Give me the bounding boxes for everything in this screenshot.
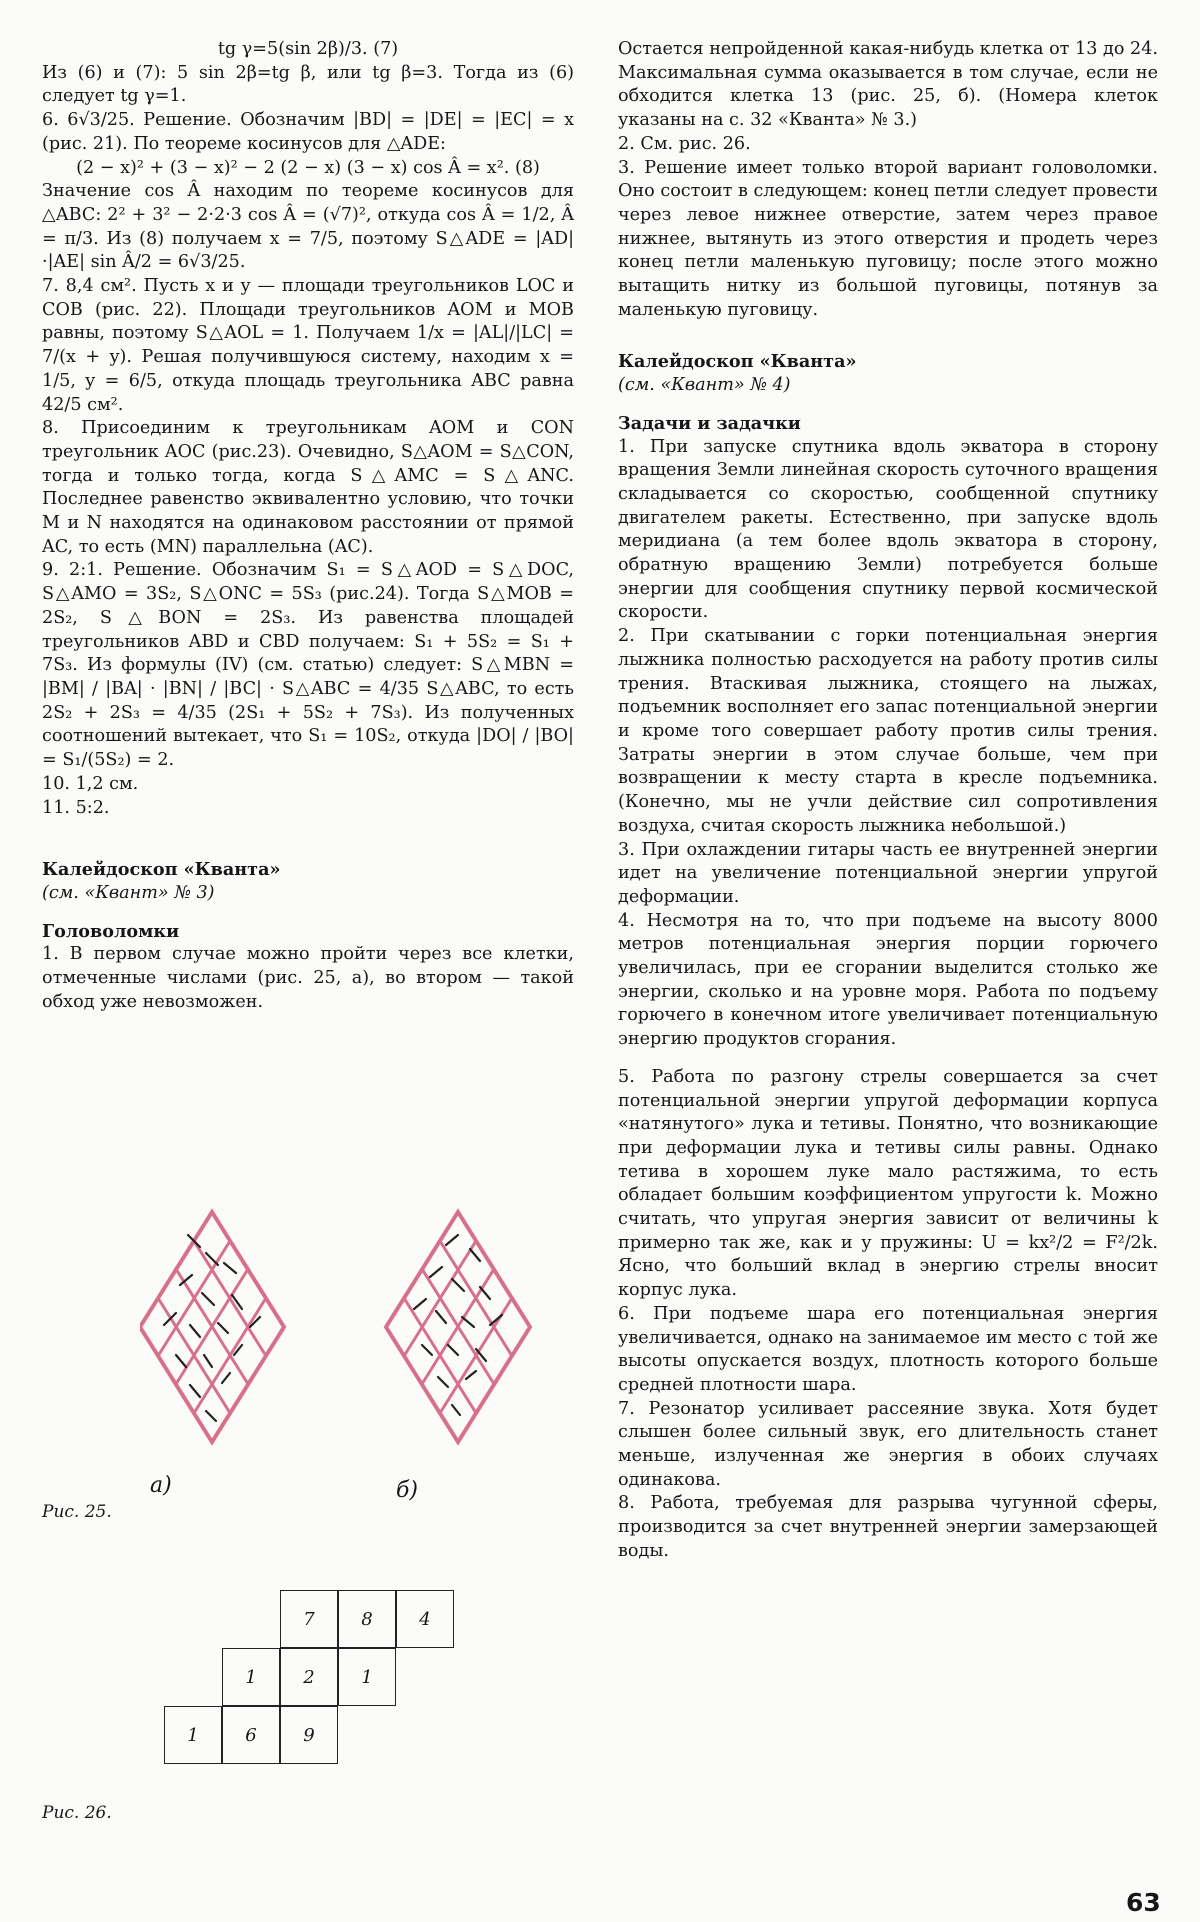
equation-7: tg γ=5(sin 2β)/3. (7) bbox=[217, 39, 399, 59]
fig26-cell: 1 bbox=[338, 1648, 396, 1706]
top-paragraph: Остается непройденной какая-нибудь клетка от 13 до 24. Максимальная сумма оказывается в том случае, если не обходится клетка 13 (рис. 25, б). (Номера клеток указаны на с. 32 «Кванта» № 3.) bbox=[618, 39, 1158, 131]
fig26-cell: 1 bbox=[222, 1648, 280, 1706]
answer-6-cont: Значение cos Â находим по теореме косинусов для △ABC: 2² + 3² − 2·2·3 cos Â = (√7)², откуда cos Â = 1/2, Â = π/3. Из (8) получаем x = 7/5, поэтому S△ADE = |AD|·|AE| sin Â/2 = 6√3/25. bbox=[42, 181, 574, 273]
fig26-cell: 6 bbox=[222, 1706, 280, 1764]
problem-8: 8. Работа, требуемая для разрыва чугунной сферы, производится за счет внутренней энергии замерзающей воды. bbox=[618, 1493, 1158, 1561]
rhombus-a bbox=[140, 1212, 284, 1442]
section-ref-left: (см. «Квант» № 3) bbox=[42, 882, 215, 903]
problem-6: 6. При подъеме шара его потенциальная энергия увеличивается, однако на занимаемое им место с той же высоты опускается воздух, плотность которого больше средней плотности шара. bbox=[618, 1303, 1158, 1395]
section-title-right: Калейдоскоп «Кванта» bbox=[618, 351, 857, 373]
puzzle-text: 1. В первом случае можно пройти через все клетки, отмеченные числами (рис. 25, а), во втором — такой обход уже невозможен. bbox=[42, 944, 574, 1012]
answer-9: 9. 2:1. Решение. Обозначим S₁ = S△AOD = S△DOC, S△AMO = 3S₂, S△ONC = 5S₃ (рис.24). Тогда S△MOB = 2S₂, S△BON = 2S₃. Из равенства площадей треугольников ABD и CBD получаем: S₁ + 5S₂ = S₁ + 7S₃. Из формулы (IV) (см. статью) следует: S△MBN = |BM| / |BA| · |BN| / |BC| · S△ABC = 4/35 S△ABC, то есть 2S₂ + 2S₃ = 4/35 (2S₁ + 5S₂ + 7S₃). Из полученных соотношений вытекает, что S₁ = 10S₂, откуда |DO| / |BO| = S₁/(5S₂) = 2. bbox=[42, 560, 574, 771]
rhombus-b bbox=[386, 1212, 530, 1442]
problem-2: 2. При скатывании с горки потенциальная энергия лыжника полностью расходуется на работу против силы трения. Втаскивая лыжника, стоящего на лыжах, подъемник восполняет его запас потенциальной энергии и кроме того совершает работу против силы трения. Затраты энергии в этом случае больше, чем при возвращении к месту старта в кресле подъемника. (Конечно, мы не учли действие сил сопротивления воздуха, считая скорость лыжника небольшой.) bbox=[618, 626, 1158, 836]
problem-7: 7. Резонатор усиливает рассеяние звука. Хотя будет слышен более сильный звук, его длительность станет меньше, излученная же энергия в обоих случаях одинакова. bbox=[618, 1398, 1158, 1490]
fig26-cell: 2 bbox=[280, 1648, 338, 1706]
fig26-cell: 8 bbox=[338, 1590, 396, 1648]
figure-25 bbox=[140, 1205, 570, 1495]
fig26-cell: 9 bbox=[280, 1706, 338, 1764]
answer-7: 7. 8,4 см². Пусть x и y — площади треугольников LOC и COB (рис. 22). Площади треугольников AOM и MOB равны, поэтому S△AOL = 1. Получаем 1/x = |AL|/|LC| = 7/(x + y). Решая получившуюся систему, находим x = 1/5, y = 6/5, откуда площадь треугольника ABC равна 42/5 см². bbox=[42, 276, 574, 415]
sub-title-problems: Задачи и задачки bbox=[618, 412, 801, 434]
answer-8: 8. Присоединим к треугольникам AOM и CON треугольник AOC (рис.23). Очевидно, S△AOM = S△CON, тогда и только тогда, когда S△AMC = S△ANC. Последнее равенство эквивалентно условию, что точки M и N находятся на одинаковом расстоянии от прямой AC, то есть (MN) параллельна (AC). bbox=[42, 418, 574, 557]
answer-6: 6. 6√3/25. Решение. Обозначим |BD| = |DE| = |EC| = x (рис. 21). По теореме косинусов для △ADE: bbox=[42, 110, 574, 154]
fig25-label-b: б) bbox=[396, 1478, 419, 1503]
page-number: 63 bbox=[1126, 1888, 1161, 1917]
fig25-caption: Рис. 25. bbox=[42, 1502, 112, 1522]
answer-11: 11. 5:2. bbox=[42, 797, 110, 818]
section-ref-right: (см. «Квант» № 4) bbox=[618, 375, 791, 396]
section-title-left: Калейдоскоп «Кванта» bbox=[42, 859, 281, 881]
text-line: Из (6) и (7): 5 sin 2β=tg β, или tg β=3. Тогда из (6) следует tg γ=1. bbox=[42, 62, 574, 107]
answer-10: 10. 1,2 см. bbox=[42, 773, 139, 794]
sub-title-puzzles: Головоломки bbox=[42, 920, 180, 942]
right-column bbox=[618, 38, 1158, 1564]
problem-3: 3. При охлаждении гитары часть ее внутренней энергии идет на увеличение потенциальной энергии упругой деформации. bbox=[618, 839, 1158, 907]
fig26-cell: 4 bbox=[396, 1590, 454, 1648]
fig26-cell: 1 bbox=[164, 1706, 222, 1764]
equation-8: (2 − x)² + (3 − x)² − 2 (2 − x) (3 − x) cos Â = x². (8) bbox=[76, 157, 540, 178]
fig26-caption: Рис. 26. bbox=[42, 1803, 112, 1823]
problem-1: 1. При запуске спутника вдоль экватора в сторону вращения Земли линейная скорость суточного вращения складывается со скоростью, сообщенной спутнику двигателем ракеты. Естественно, при запуске вдоль меридиана (а тем более вдоль экватора в сторону, обратную вращению Земли) потребуется больше энергии для сообщения спутнику первой космической скорости. bbox=[618, 436, 1158, 623]
fig26-cell: 7 bbox=[280, 1590, 338, 1648]
problem-4: 4. Несмотря на то, что при подъеме на высоту 8000 метров потенциальная энергия порции горючего увеличилась, при ее сгорании выделится столько же энергии, сколько и на уровне моря. Работа по подъему горючего в конечном итоге увеличивает потенциальную энергию продуктов сгорания. bbox=[618, 910, 1158, 1050]
item-3: 3. Решение имеет только второй вариант головоломки. Оно состоит в следующем: конец петли следует провести через левое нижнее отверстие, затем через правое нижнее, вытянуть из этого отверстия и продеть через конец петли маленькую пуговицу; после этого можно вытащить нитку из большой пуговицы, потянув за маленькую пуговицу. bbox=[618, 157, 1159, 320]
fig25-label-a: а) bbox=[150, 1473, 172, 1498]
left-column bbox=[42, 38, 574, 1014]
item-2: 2. См. рис. 26. bbox=[618, 133, 751, 154]
problem-5: 5. Работа по разгону стрелы совершается за счет потенциальной энергии упругой деформации корпуса «натянутого» лука и тетивы. Понятно, что возникающие при деформации лука и тетивы силы равны. Однако тетива в хорошем луке мало растяжима, то есть обладает большим коэффициентом упругости k. Можно считать, что упругая энергия зависит от величины k примерно так же, как и у пружины: U = kx²/2 = F²/2k. Ясно, что больший вклад в энергию стрелы вносит корпус лука. bbox=[618, 1066, 1158, 1301]
